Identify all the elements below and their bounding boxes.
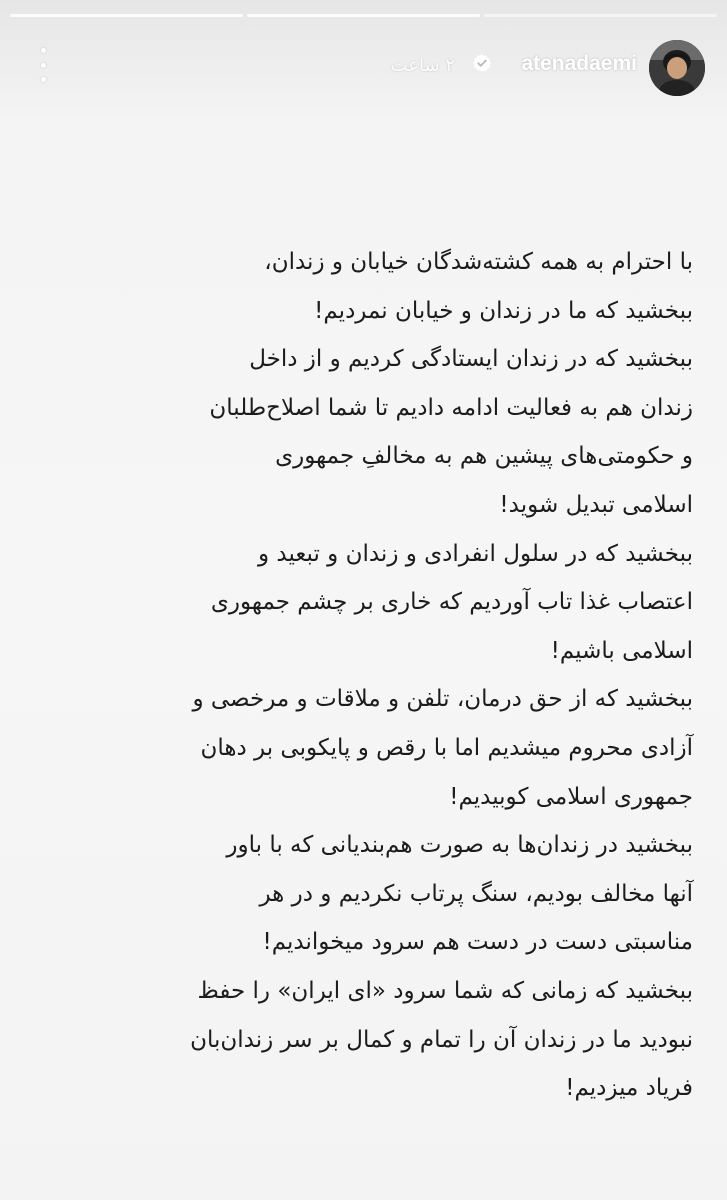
text-line: ببخشید که زمانی که شما سرود «ای ایران» را حفظ — [197, 977, 693, 1004]
progress-segment-2 — [247, 14, 480, 17]
text-line: اسلامی باشیم! — [550, 637, 693, 664]
text-line: فریاد میزدیم! — [565, 1075, 693, 1102]
story-text — [30, 238, 693, 1113]
username[interactable]: atenadaemi — [521, 52, 637, 75]
text-line: آنها مخالف بودیم، سنگ پرتاب نکردیم و در هر — [259, 880, 693, 907]
progress-segment-1 — [10, 14, 243, 17]
story-timestamp: ۲ ساعت — [390, 55, 455, 76]
avatar-image — [649, 40, 705, 96]
progress-segment-3 — [484, 14, 717, 17]
text-line: ببخشید که ما در زندان و خیابان نمردیم! — [314, 297, 693, 324]
text-line: ببخشید که در زندان ایستادگی کردیم و از داخل — [249, 346, 693, 373]
more-vertical-icon[interactable] — [32, 48, 54, 82]
verified-badge-icon — [472, 53, 492, 73]
text-line: آزادی محروم میشدیم اما با رقص و پایکوبی بر دهان — [200, 734, 693, 761]
text-line: جمهوری اسلامی کوبیدیم! — [449, 783, 693, 810]
text-line: و حکومتی‌های پیشین هم به مخالفِ جمهوری — [275, 443, 693, 470]
text-line: ببخشید که از حق درمان، تلفن و ملاقات و مرخصی و — [192, 686, 693, 713]
text-line: اعتصاب غذا تاب آوردیم که خاری بر چشم جمهوری — [210, 589, 693, 616]
text-line: نبودید ما در زندان آن را تمام و کمال بر سر زندان‌بان — [190, 1026, 693, 1053]
story-progress-bar — [10, 14, 717, 17]
text-line: اسلامی تبدیل شوید! — [499, 491, 693, 518]
text-line: ببخشید که در سلول انفرادی و زندان و تبعید و — [257, 540, 693, 567]
text-line: ببخشید در زندان‌ها به صورت هم‌بندیانی که با باور — [226, 832, 693, 859]
text-line: زندان هم به فعالیت ادامه دادیم تا شما اصلاح‌طلبان — [209, 394, 693, 421]
text-line: مناسبتی دست در دست هم سرود میخواندیم! — [262, 929, 693, 956]
avatar[interactable] — [649, 40, 705, 96]
text-line: با احترام به همه کشته‌شدگان خیابان و زندان، — [264, 249, 693, 275]
story-header — [0, 36, 727, 96]
